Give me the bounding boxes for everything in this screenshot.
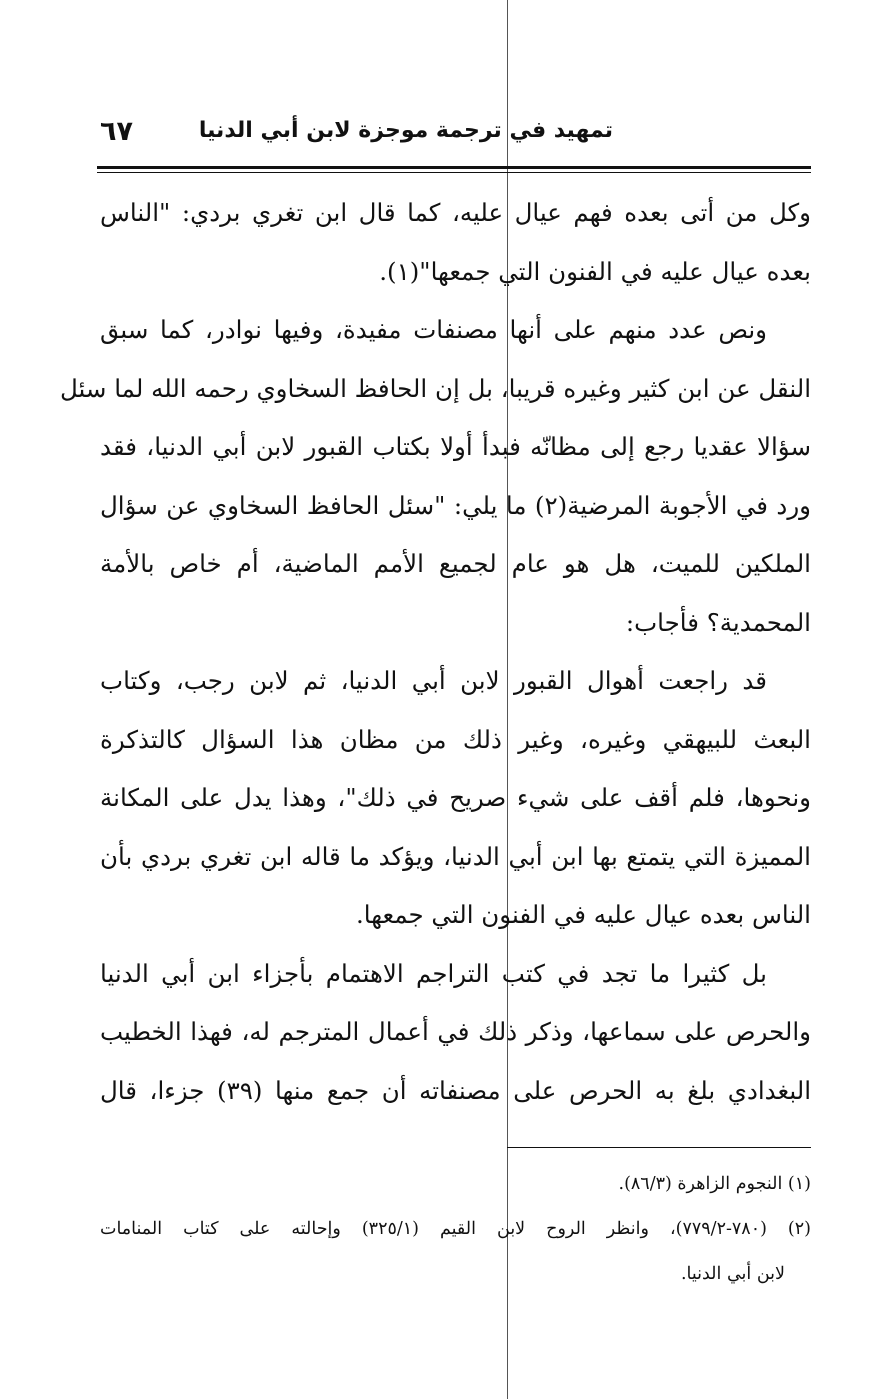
text-line: المميزة التي يتمتع بها ابن أبي الدنيا، ويؤكد ما قاله ابن تغري بردي بأن [100, 841, 811, 871]
text-line: قد راجعت أهوال القبور لابن أبي الدنيا، ثم لابن رجب، وكتاب [100, 666, 767, 695]
text-line: وكل من أتى بعده فهم عيال عليه، كما قال ابن تغري بردي: "الناس [100, 198, 811, 227]
footnote-line: (٢) (٧٨٠-٧٧٩/٢)، وانظر الروح لابن القيم (٣٢٥/١) وإحالته على كتاب المنامات [100, 1219, 811, 1239]
text-line: البعث للبيهقي وغيره، وغير ذلك من مظان هذا السؤال كالتذكرة [100, 724, 811, 754]
page-number: ٦٧ [100, 116, 133, 147]
text-line: بل كثيرا ما تجد في كتب التراجم الاهتمام بأجزاء ابن أبي الدنيا [100, 958, 767, 988]
text-line: والحرص على سماعها، وذكر ذلك في أعمال المترجم له، فهذا الخطيب [100, 1017, 811, 1046]
text-line: سؤالا عقديا رجع إلى مظانّه فبدأ أولا بكتاب القبور لابن أبي الدنيا، فقد [100, 432, 811, 461]
text-line: الملكين للميت، هل هو عام لجميع الأمم الماضية، أم خاص بالأمة [100, 549, 811, 578]
body-text [59, 184, 812, 1120]
running-title: تمهيد في ترجمة موجزة لابن أبي الدنيا [198, 118, 613, 143]
footnote-line: لابن أبي الدنيا. [680, 1264, 785, 1284]
header-rule-thick [97, 166, 811, 169]
text-line: النقل عن ابن كثير وغيره قريبا، بل إن الحافظ السخاوي رحمه الله لما سئل [59, 373, 811, 403]
text-line: ونحوها، فلم أقف على شيء صريح في ذلك"، وهذا يدل على المكانة [100, 783, 811, 812]
header-rule-thin [97, 172, 811, 173]
footnote-line: (١) النجوم الزاهرة (٨٦/٣). [618, 1174, 811, 1194]
footnotes [100, 1162, 811, 1297]
text-line: ورد في الأجوبة المرضية(٢) ما يلي: "سئل الحافظ السخاوي عن سؤال [100, 490, 811, 520]
text-line: بعده عيال عليه في الفنون التي جمعها"(١). [379, 256, 811, 286]
text-line: الناس بعده عيال عليه في الفنون التي جمعها. [355, 900, 811, 929]
footnote-separator [507, 1147, 811, 1148]
text-line: البغدادي بلغ به الحرص على مصنفاته أن جمع منها (٣٩) جزءا، قال [100, 1075, 812, 1105]
text-line: المحمدية؟ فأجاب: [625, 607, 811, 637]
page-header [100, 116, 811, 160]
text-line: ونص عدد منهم على أنها مصنفات مفيدة، وفيها نوادر، كما سبق [100, 315, 767, 344]
